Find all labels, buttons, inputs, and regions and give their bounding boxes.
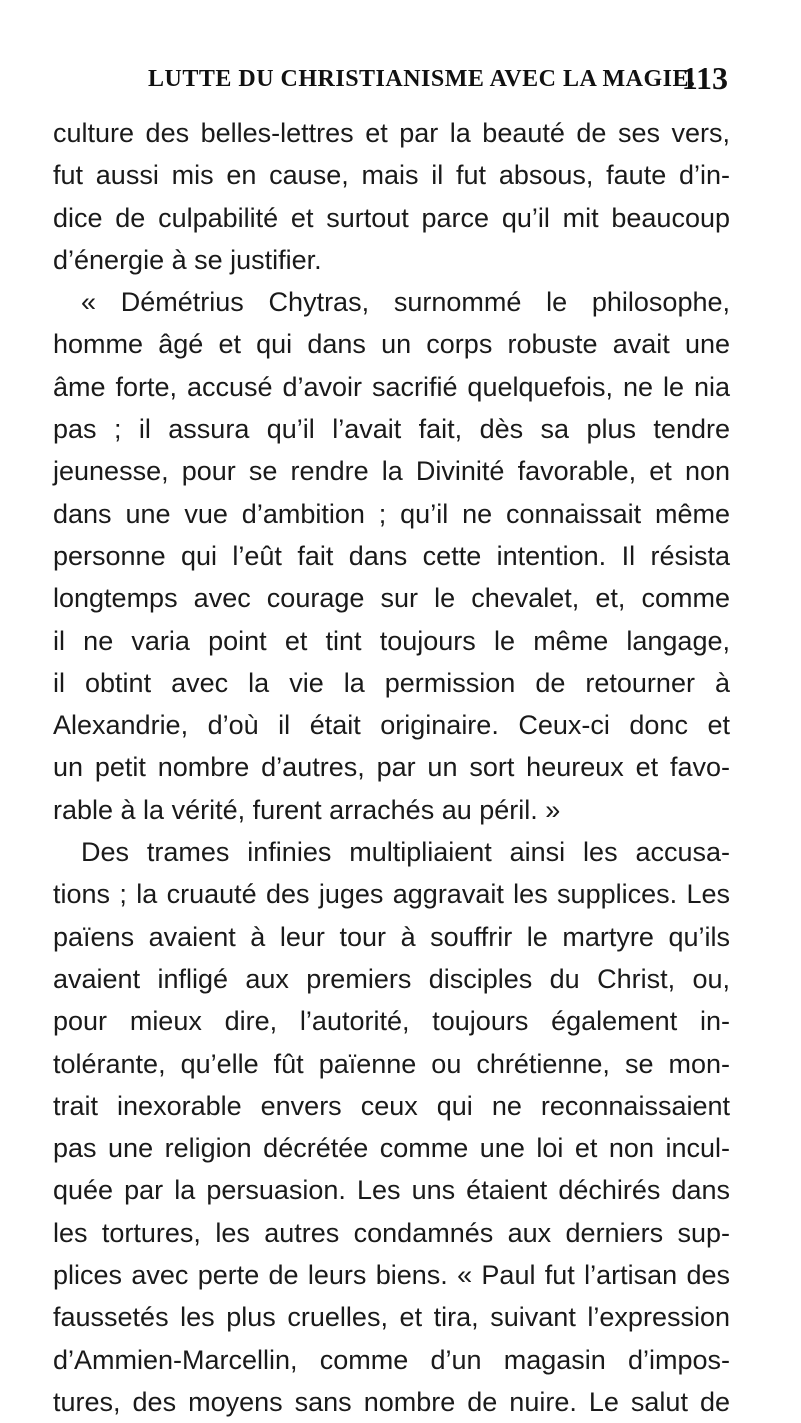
text-line: personne qui l’eût fait dans cette intention. Il résista (53, 540, 730, 571)
text-line: plices avec perte de leurs biens. « Paul fut l’artisan des (53, 1260, 730, 1291)
text-line: Des trames infinies multipliaient ainsi les accusa- (81, 837, 730, 868)
text-line: « Démétrius Chytras, surnommé le philosophe, (81, 287, 730, 318)
text-line: culture des belles-lettres et par la beauté de ses vers, (53, 118, 730, 148)
text-line: pas une religion décrétée comme une loi et non incul- (53, 1133, 730, 1164)
text-line: tolérante, qu’elle fût païenne ou chrétienne, se mon- (53, 1048, 730, 1079)
running-head (138, 62, 728, 102)
text-line: il ne varia point et tint toujours le même langage, (53, 625, 730, 656)
text-line: homme âgé et qui dans un corps robuste avait une (53, 329, 730, 360)
text-line: tures, des moyens sans nombre de nuire. Le salut de (53, 1386, 730, 1417)
text-line: faussetés les plus cruelles, et tira, suivant l’expression (53, 1302, 730, 1333)
text-line: jeunesse, pour se rendre la Divinité favorable, et non (53, 456, 730, 487)
page-number: 113 (681, 60, 728, 96)
text-line: tions ; la cruauté des juges aggravait les supplices. Les (53, 879, 730, 910)
text-line: dans une vue d’ambition ; qu’il ne connaissait même (53, 498, 730, 529)
text-line: les tortures, les autres condamnés aux derniers sup- (53, 1217, 730, 1248)
text-line: il obtint avec la vie la permission de retourner à (53, 667, 730, 698)
body-text (53, 112, 730, 1423)
text-line: païens avaient à leur tour à souffrir le martyre qu’ils (53, 921, 730, 952)
text-line: rable à la vérité, furent arrachés au péril. » (53, 794, 561, 825)
text-line: longtemps avec courage sur le chevalet, et, comme (53, 583, 730, 614)
text-line: un petit nombre d’autres, par un sort heureux et favo- (53, 752, 730, 783)
running-title: LUTTE DU CHRISTIANISME AVEC LA MAGIE. (148, 66, 696, 92)
text-line: d’énergie à se justifier. (53, 244, 322, 275)
text-line: fut aussi mis en cause, mais il fut absous, faute d’in- (53, 160, 730, 191)
text-line: dice de culpabilité et surtout parce qu’il mit beaucoup (53, 202, 730, 233)
text-line: avaient infligé aux premiers disciples du Christ, ou, (53, 963, 730, 994)
text-line: trait inexorable envers ceux qui ne reconnaissaient (53, 1090, 730, 1121)
text-line: pour mieux dire, l’autorité, toujours également in- (53, 1006, 730, 1037)
text-line: d’Ammien-Marcellin, comme d’un magasin d’impos- (53, 1344, 730, 1375)
text-line: pas ; il assura qu’il l’avait fait, dès sa plus tendre (53, 414, 730, 445)
text-line: quée par la persuasion. Les uns étaient déchirés dans (53, 1175, 730, 1206)
text-line: âme forte, accusé d’avoir sacrifié quelquefois, ne le nia (53, 371, 730, 402)
text-line: Alexandrie, d’où il était originaire. Ceux-ci donc et (53, 710, 730, 741)
